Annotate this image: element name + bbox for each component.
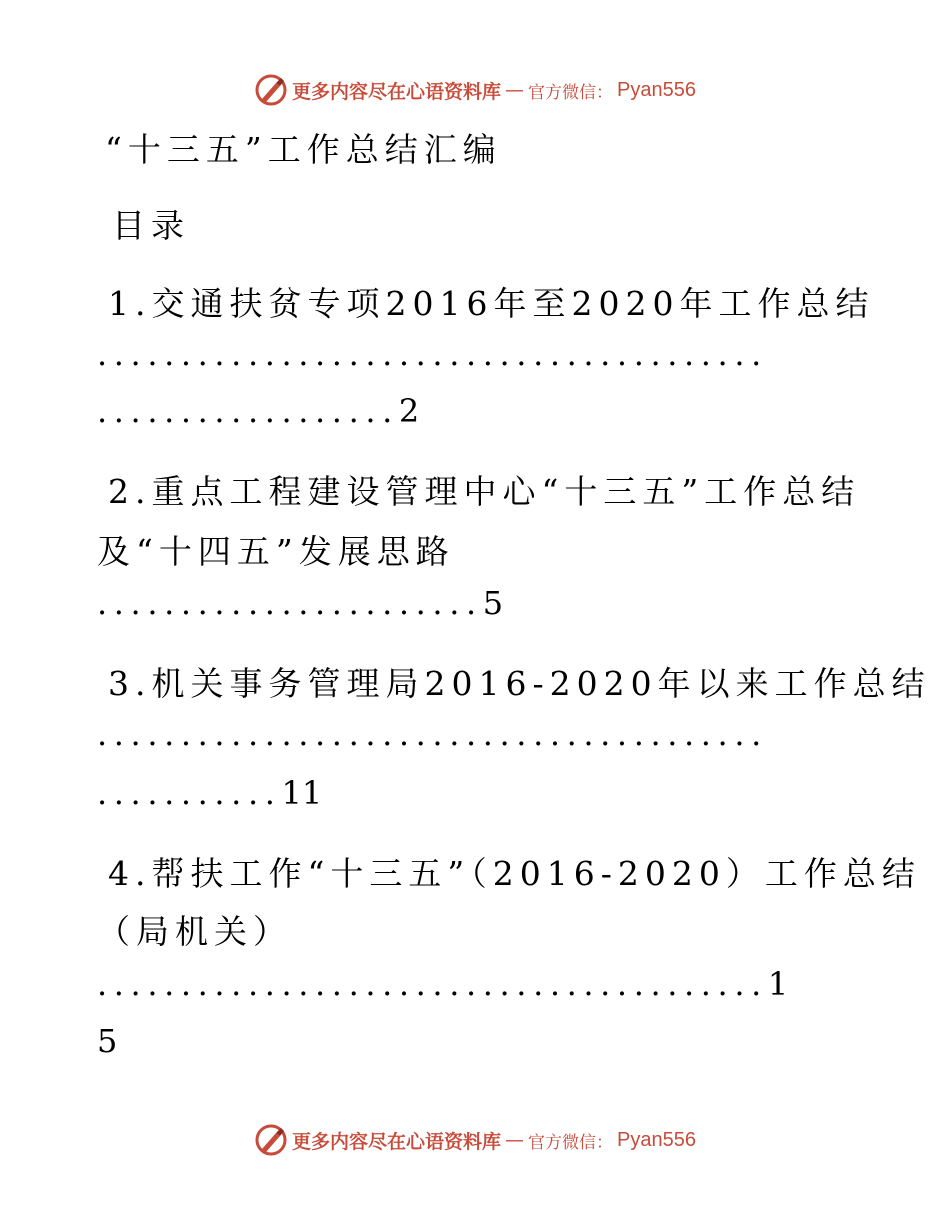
watermark-header <box>0 70 950 110</box>
pen-logo-icon <box>254 1123 288 1157</box>
toc-entry-3-leader-tail <box>97 774 322 812</box>
toc-entry-3-dots: ........... <box>97 774 282 812</box>
toc-entry-4-title[interactable]: 4.帮扶工作“十三五”（2016-2020）工作总结 <box>108 854 921 893</box>
toc-entry-4-page-part2: 5 <box>97 1022 118 1060</box>
toc-entry-3-title[interactable]: 3.机关事务管理局2016-2020年以来工作总结 <box>108 664 931 703</box>
toc-entry-1-leader-tail <box>97 392 419 430</box>
toc-entry-4-page-wrap <box>97 1022 117 1060</box>
toc-heading: 目录 <box>112 206 190 245</box>
watermark-sub: 官方微信： <box>528 82 614 103</box>
watermark-code: Pyan556 <box>617 1128 696 1151</box>
toc-entry-2-title[interactable]: 2.重点工程建设管理中心“十三五”工作总结 <box>108 472 861 511</box>
toc-entry-1-title[interactable]: 1.交通扶贫专项2016年至2020年工作总结 <box>108 284 875 323</box>
document-title: “十三五”工作总结汇编 <box>105 130 502 169</box>
toc-entry-2-title-cont[interactable]: 及“十四五”发展思路 <box>97 532 455 571</box>
watermark-footer <box>0 1120 950 1160</box>
toc-entry-2-leader <box>97 584 503 622</box>
pen-logo-icon <box>254 73 288 107</box>
toc-entry-1-leader: ........................................ <box>97 335 768 373</box>
toc-entry-1-dots: .................. <box>97 392 399 430</box>
watermark-text: 更多内容尽在心语资料库 <box>292 80 502 103</box>
watermark-code: Pyan556 <box>617 78 696 101</box>
toc-entry-4-page-part1: 1 <box>767 965 789 1003</box>
toc-entry-4-dots: ........................................ <box>97 965 768 1003</box>
toc-entry-1-page: 2 <box>398 392 420 430</box>
watermark-sub: 官方微信： <box>528 1132 614 1153</box>
toc-entry-3-page: 11 <box>281 774 323 812</box>
watermark-dash: — <box>505 79 525 101</box>
watermark-dash: — <box>505 1129 525 1151</box>
toc-entry-4-title-cont[interactable]: （局机关） <box>97 912 292 951</box>
toc-entry-2-page: 5 <box>482 584 504 622</box>
watermark-text: 更多内容尽在心语资料库 <box>292 1130 502 1153</box>
toc-entry-3-leader: ........................................ <box>97 715 768 753</box>
toc-entry-2-dots: ....................... <box>97 584 483 622</box>
toc-entry-4-leader <box>97 965 788 1003</box>
